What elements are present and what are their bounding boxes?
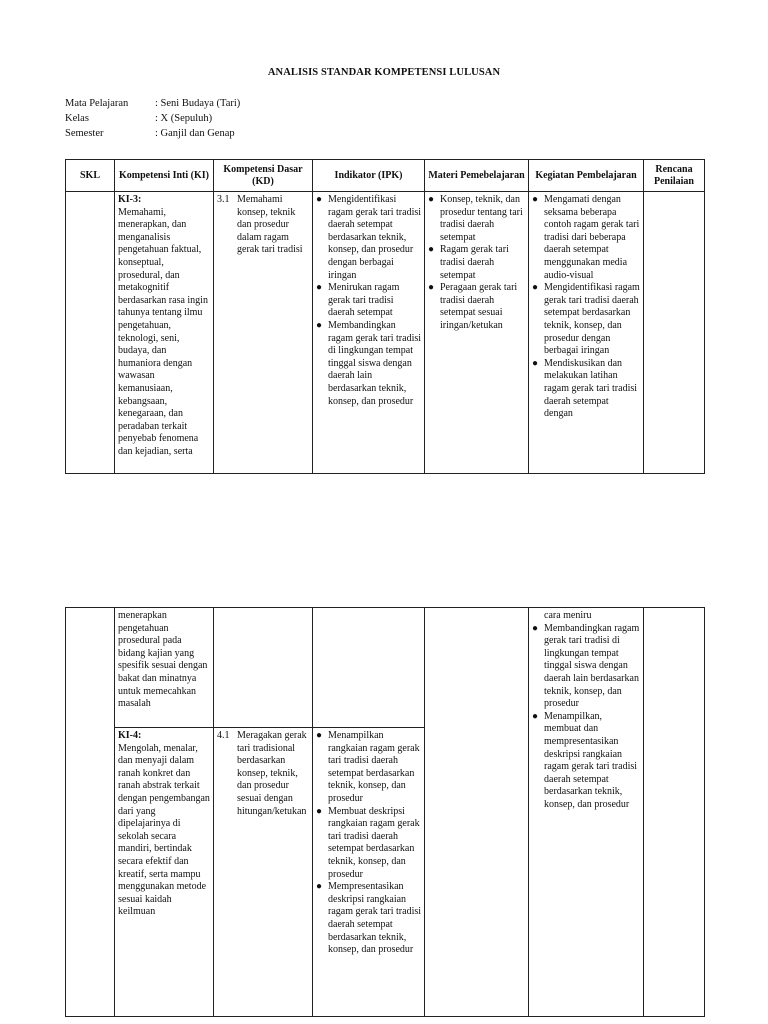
rencana-cell (644, 192, 705, 474)
list-item: ● Membuat deskripsi rangkaian ragam gerak tari tradisi daerah setempat berdasarkan teknik, konsep, dan prosedur (316, 806, 421, 882)
ki-text: Memahami, menerapkan, dan menganalisis pengetahuan faktual, konseptual, prosedural, dan metakognitif berdasarkan rasa ingin tahunya tentang ilmu pengetahuan, teknologi, seni, budaya, dan humaniora dengan wawasan kemanusiaan, kebangsaan, kenegaraan, dan peradaban terkait penyebab fenomena dan kejadian, serta (118, 206, 208, 457)
list-item: ● Mendiskusikan dan melakukan latihan ragam gerak tari tradisi daerah setempat dengan (532, 358, 640, 421)
list-item: ● Mempresentasikan deskripsi rangkaian ragam gerak tari tradisi daerah setempat berdasarkan teknik, konsep, dan prosedur (316, 881, 421, 957)
ki-title: KI-3: (118, 194, 142, 205)
table-header-row (66, 160, 705, 192)
header-skl: SKL (66, 160, 115, 192)
list-item: ● Menampilkan rangkaian ragam gerak tari tradisi daerah setempat berdasarkan teknik, konsep, dan prosedur (316, 730, 421, 806)
kd-number: 3.1 (217, 194, 230, 205)
meta-value: : X (Sepuluh) (155, 113, 213, 124)
kegiatan-continuation: cara meniru (544, 610, 592, 621)
ipk-list (316, 730, 421, 957)
meta-label: Semester (65, 128, 104, 139)
header-materi: Materi Pemebelajaran (425, 160, 529, 192)
ki3-continuation: menerapkan pengetahuan prosedural pada bidang kajian yang spesifik sesuai dengan bakat dan minatnya untuk memecahkan masalah (118, 610, 208, 710)
kegiatan-list (532, 623, 640, 812)
kegiatan-list (532, 194, 640, 421)
ki-text: Mengolah, menalar, dan menyaji dalam ranah konkret dan ranah abstrak terkait dengan pengembangan dari yang dipelajarinya di sekolah secara mandiri, bertindak secara efektif dan kreatif, serta mampu menggunakan metode sesuai kaidah keilmuan (118, 742, 210, 918)
list-item: ● Konsep, teknik, dan prosedur tentang tari tradisi daerah setempat (428, 194, 525, 244)
kd-text: Memahami konsep, teknik dan prosedur dalam ragam gerak tari tradisi (237, 194, 303, 256)
header-kd: Kompetensi Dasar (KD) (214, 160, 313, 192)
kd-item (217, 194, 309, 257)
skl-cell (66, 608, 115, 1017)
header-ki: Kompetensi Inti (KI) (115, 160, 214, 192)
list-item: ● Ragam gerak tari tradisi daerah setempat (428, 244, 525, 282)
kd-text: Meragakan gerak tari tradisional berdasarkan konsep, teknik, dan prosedur sesuai dengan hitungan/ketukan (237, 730, 307, 817)
kd-cell (214, 192, 313, 474)
meta-value: : Seni Budaya (Tari) (155, 98, 241, 109)
ipk-cell (313, 192, 425, 474)
materi-list (428, 194, 525, 333)
kd-item (217, 730, 309, 818)
list-item: ● Menampilkan, membuat dan mempresentasikan deskripsi rangkaian ragam gerak tari tradisi daerah setempat berdasarkan teknik, konsep, dan prosedur (532, 711, 640, 812)
document-title: ANALISIS STANDAR KOMPETENSI LULUSAN (267, 67, 501, 78)
competency-table-page-1 (65, 159, 705, 474)
list-item: ● Mengidentifikasi ragam gerak tari tradisi daerah setempat berdasarkan teknik, konsep, dan prosedur dengan berbagai iringan (316, 194, 421, 282)
list-item: ● Mengidentifikasi ragam gerak tari tradisi daerah setempat berdasarkan teknik, konsep, dan prosedur dengan berbagai iringan (532, 282, 640, 358)
kd-cell (214, 608, 313, 728)
header-ipk: Indikator (IPK) (313, 160, 425, 192)
list-item: ● Menirukan ragam gerak tari tradisi daerah setempat (316, 282, 421, 320)
kegiatan-cell (529, 192, 644, 474)
rencana-cell (644, 608, 705, 1017)
list-item: ● Peragaan gerak tari tradisi daerah setempat sesuai iringan/ketukan (428, 282, 525, 332)
kd-cell (214, 728, 313, 1017)
ipk-cell (313, 608, 425, 728)
skl-cell (66, 192, 115, 474)
ipk-list (316, 194, 421, 408)
materi-cell (425, 192, 529, 474)
meta-value: : Ganjil dan Genap (155, 128, 235, 139)
kegiatan-cell (529, 608, 644, 1017)
ipk-cell (313, 728, 425, 1017)
header-rencana: Rencana Penilaian (644, 160, 705, 192)
header-kegiatan: Kegiatan Pembelajaran (529, 160, 644, 192)
materi-cell (425, 608, 529, 1017)
competency-table-page-2 (65, 607, 705, 1017)
table-row (66, 608, 705, 728)
ki-cell (115, 608, 214, 728)
list-item: ● Membandingkan ragam gerak tari tradisi di lingkungan tempat tinggal siswa dengan daerah lain berdasarkan teknik, konsep, dan prosedur (316, 320, 421, 408)
kd-number: 4.1 (217, 730, 230, 741)
ki-title: KI-4: (118, 730, 142, 741)
meta-label: Mata Pelajaran (65, 98, 129, 109)
ki-cell (115, 728, 214, 1017)
ki-cell (115, 192, 214, 474)
list-item: ● Mengamati dengan seksama beberapa contoh ragam gerak tari tradisi dari beberapa daerah setempat menggunakan media audio-visual (532, 194, 640, 282)
table-row (66, 192, 705, 474)
meta-label: Kelas (65, 113, 89, 124)
list-item: ● Membandingkan ragam gerak tari tradisi di lingkungan tempat tinggal siswa dengan daerah lain berdasarkan teknik, konsep, dan prosedur (532, 623, 640, 711)
